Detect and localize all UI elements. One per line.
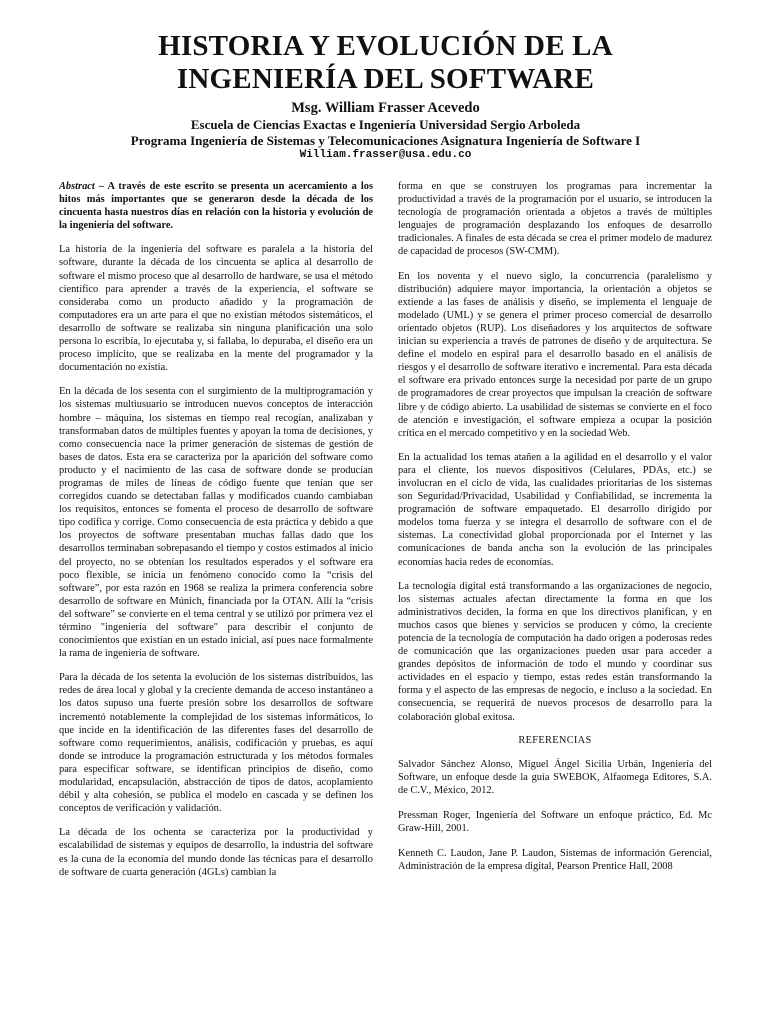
two-column-body: [59, 180, 712, 890]
paragraph-sixties: En la década de los sesenta con el surgimiento de la multiprogramación y los sistemas multiusuario se introducen nuevos conceptos de interacción hombre – máquina, los sistemas en tiempo real recogían, analizaban y transformaban datos de múltiples fuentes y apoyan la toma de decisiones, y como consecuencia nace la primer generación de sistemas de gestión de bases de datos. Esta era se caracteriza por la aparición del software como producto y el nacimiento de las casa de software donde se producían programas de miles de líneas de código fuente que tenían que ser corregidos cuando se detectaban fallas y modificados cuando cambiaban los requisitos, entonces se fomenta el proceso de desarrollo de software tipo codifica y corrige. Como consecuencia de esta práctica y debido a que los proyectos de software presentaban muchas fallas dado que los desarrollos terminaban sobrepasando el tiempo y costos estimados al inicio del proyecto, no se obtenían los resultados esperados y el software era poco flexible, se inicia un fenómeno conocido como la “crisis del software”, por esta razón en 1968 se realiza la primera conferencia sobre desarrollo de software en Múnich, financiada por la OTAN. Allí la “crisis del software” se convierte en el tema central y se utilizó por primera vez el término "ingeniería del software" para describir el conjunto de conocimientos que existían en un estado inicial, así pues nace formalmente la rama de ingeniería de software.: [59, 386, 373, 660]
paragraph-nineties: En los noventa y el nuevo siglo, la concurrencia (paralelismo y distribución) adquiere mayor importancia, la orientación a objetos se extiende a las fases de análisis y diseño, se implementa el lenguaje de modelado (UML) y se genera el primer proceso comercial de desarrollo orientado objetos (RUP). Los diseñadores y los arquitectos de software inician su experiencia a través de patrones de diseño y de arquitectura. Se define el modelo en espiral para el desarrollo basado en el análisis de riesgos y el desarrollo de software iterativo e incremental. Para esta década el software era privado entonces surge la necesidad por parte de un grupo de programadores de crear proyectos que impulsan la creación de software libre y de código abierto. La usabilidad de sistemas se convierte en el foco de atención e investigación, el software empieza a ocupar la posición crítica en el mercado competitivo y en la sociedad Web.: [398, 270, 712, 439]
paragraph-seventies: Para la década de los setenta la evolución de los sistemas distribuidos, las redes de área local y global y la creciente demanda de acceso instantáneo a los datos supuso una fuerte presión sobre los desarrollos de software incrementó notablemente la complejidad de los sistemas informáticos, lo que incide en la identificación de las diferentes fases del desarrollo de software como requerimientos, análisis, codificación y pruebas, es aquí donde se introduce la programación estructurada y los métodos formales para especificar software, se identifican principios de diseño, como modularidad, encapsulación, abstracción de tipos de datos, acoplamiento débil y alta cohesión, se publica el modelo en cascada y se definen los conceptos de verificación y validación.: [59, 672, 373, 815]
paragraph-present: En la actualidad los temas atañen a la agilidad en el desarrollo y el valor para el cliente, los nuevos dispositivos (Celulares, PDAs, etc.) se involucran en el ciclo de vida, las cualidades prioritarias de los sistemas son Seguridad/Privacidad, Usabilidad y Confiabilidad, se incrementa la programación de software empaquetado. El desarrollo dirigido por modelos toma fuerza y se integra el desarrollo de software con el de sistemas. La conectividad global proporcionada por el Internet y las comunicaciones de banda ancha son la evolución de las principales economías hacia redes de economías.: [398, 451, 712, 568]
paper-title: HISTORIA Y EVOLUCIÓN DE LA INGENIERÍA DEL SOFTWARE: [158, 30, 613, 95]
affiliation-program: Programa Ingeniería de Sistemas y Telecomunicaciones Asignatura Ingeniería de Software I: [130, 133, 641, 148]
references-heading: REFERENCIAS: [518, 734, 592, 746]
paragraph-digital: La tecnología digital está transformando a las organizaciones de negocio, los sistemas actuales afectan directamente la forma en que los administrativos deciden, la forma en que los directivos planifican, y en muchos casos que bienes y servicios se producen y cómo, la creciente potencia de la tecnología de computación ha dado origen a poderosas redes de comunicación que las organizaciones pueden usar para acceder a grandes depósitos de información de todo el mundo y coordinar sus actividades en el espacio y tiempo, estas redes están transformando la forma y el aspecto de las empresas de negocio, e incluso a la sociedad. En consecuencia, se requerirá de nuevos procesos de desarrollo para la colaboración global exitosa.: [398, 580, 712, 723]
paragraph-fifties: La historia de la ingeniería del software es paralela a la historia del software, durante la década de los cincuenta se aplica al desarrollo de software el mismo proceso que al desarrollo de hardware, se usa el método científico para aprender a través de la experiencia, el software se consideraba como un producto añadido y la programación de computadores era un arte para el que no existían métodos sistemáticos, el desarrollo de software se realizaba sin ninguna planificación una solo persona lo escribía, lo ejecutaba y, si fallaba, lo depuraba, el diseño era un proceso implícito, que se realizaba en la mente del programador y la documentación no existía.: [59, 244, 373, 374]
right-column: [398, 180, 712, 890]
paper-header: [59, 30, 712, 162]
reference-item: Kenneth C. Laudon, Jane P. Laudon, Sistemas de información Gerencial, Administración de la empresa digital, Pearson Prentice Hall, 2008: [398, 848, 712, 873]
reference-item: Pressman Roger, Ingeniería del Software un enfoque práctico, Ed. Mc Graw-Hill, 2001.: [398, 809, 712, 835]
abstract-text: – A través de este escrito se presenta un acercamiento a los hitos más importantes que se generaron desde la década de los cincuenta hasta nuestros días en relación con la historia y evolución de la ingeniería del software.: [59, 181, 373, 232]
affiliation-school: Escuela de Ciencias Exactas e Ingeniería Universidad Sergio Arboleda: [190, 117, 581, 132]
abstract-label: Abstract: [59, 181, 95, 192]
left-column: [59, 180, 373, 890]
paragraph-eighties: La década de los ochenta se caracteriza por la productividad y escalabilidad de sistemas y equipos de desarrollo, la industria del software es la cuna de la economía del mundo donde las técnicas para el desarrollo de software de cuarta generación (4GLs) cambian la: [59, 827, 373, 878]
author-email: William.frasser@usa.edu.co: [299, 149, 472, 161]
abstract: [59, 180, 373, 232]
paragraph-eighties-cont: forma en que se construyen los programas para incrementar la productividad a través de la programación por el usuario, se introducen la tecnología de programación orientada a objetos a través de múltiples lenguajes de programación desplazando los enfoques de desarrollo tradicionales. A finales de esta década se crea el primer modelo de madurez de capacidad de procesos (SW-CMM).: [398, 181, 712, 258]
author-name: Msg. William Frasser Acevedo: [291, 100, 480, 116]
reference-item: Salvador Sánchez Alonso, Miguel Ángel Sicilia Urbán, Ingeniería del Software, un enfoque desde la guía SWEBOK, Alfaomega Editores, S.A. de C.V., México, 2012.: [398, 758, 712, 796]
